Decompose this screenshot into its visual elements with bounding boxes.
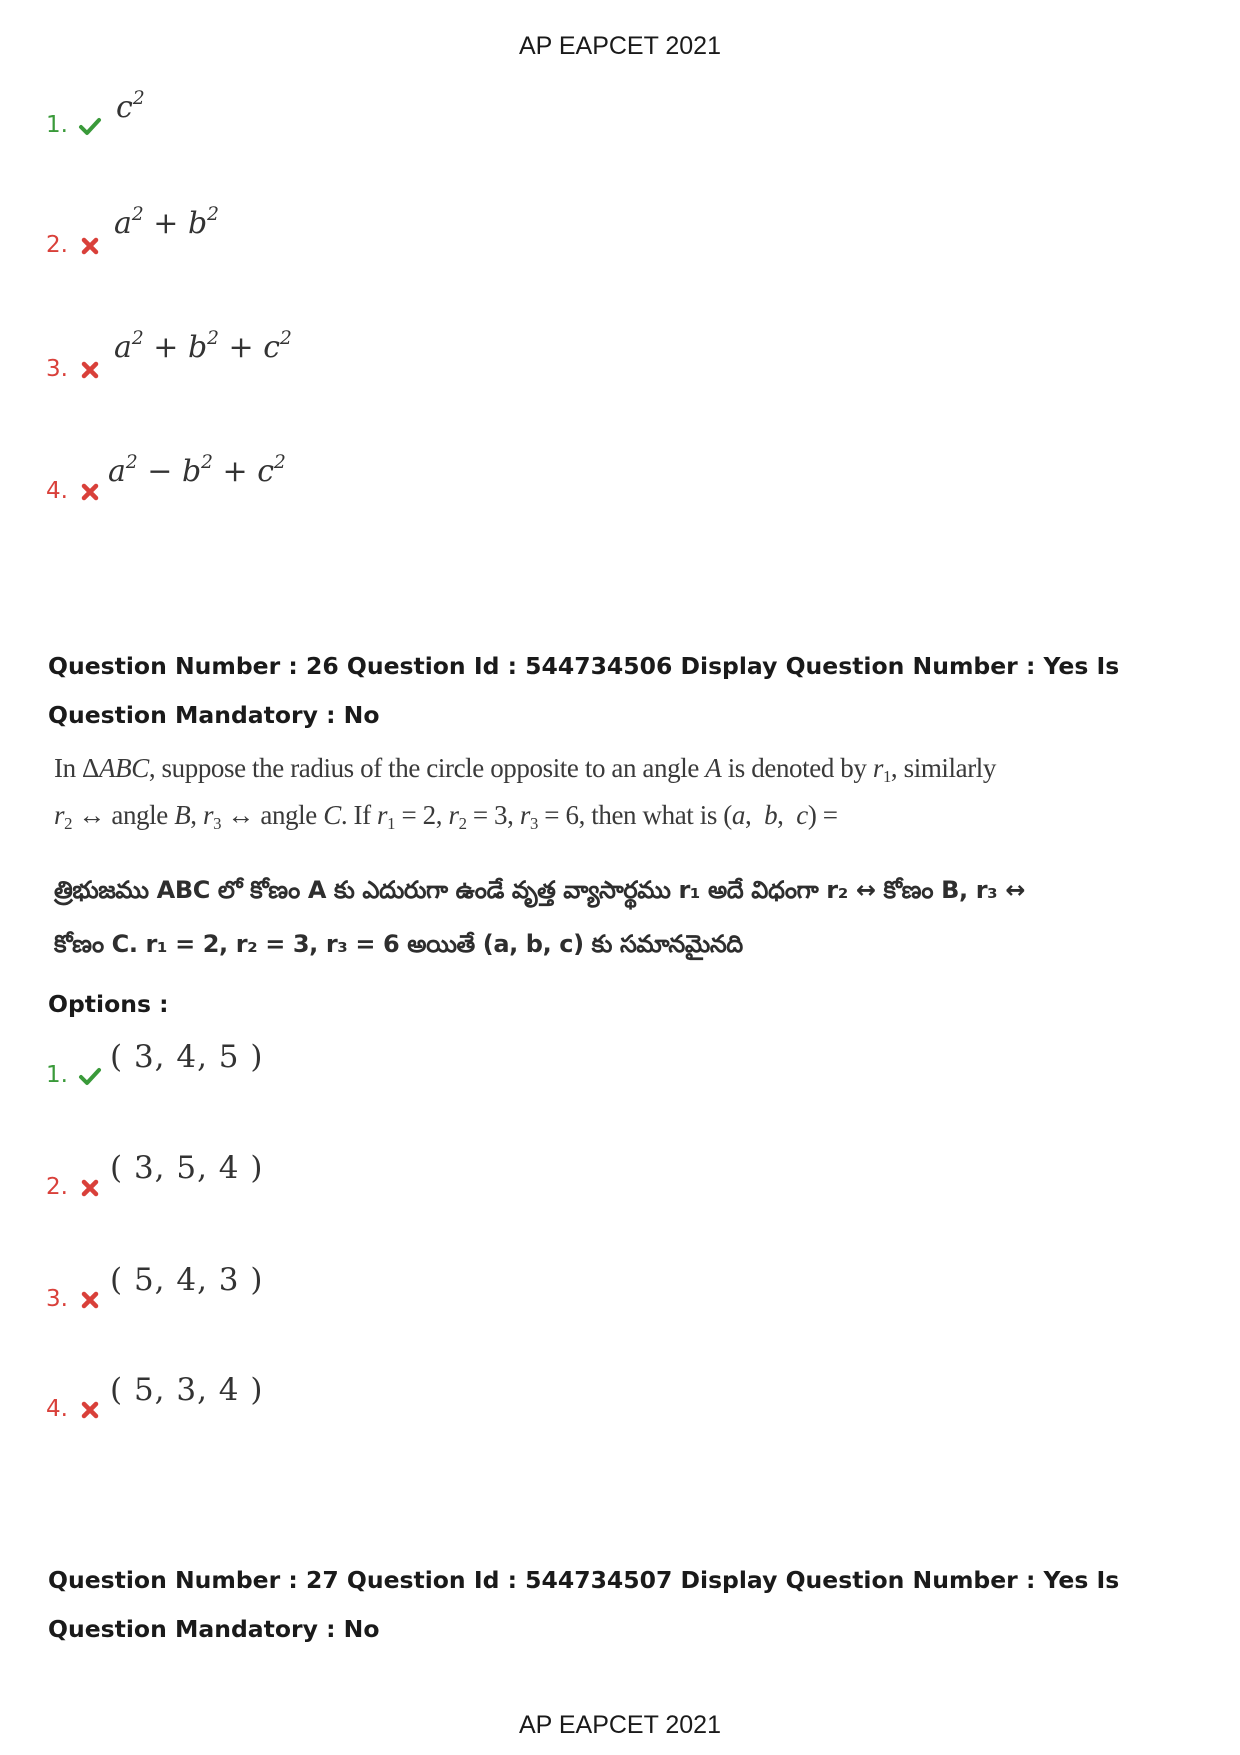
option-math: ( 5, 3, 4 ) — [110, 1372, 264, 1408]
cross-icon — [78, 234, 102, 258]
page-footer: AP EAPCET 2021 — [519, 1711, 721, 1739]
option-number: 4. — [46, 1396, 68, 1422]
check-icon — [78, 1064, 102, 1088]
question-26-header: Question Number : 26 Question Id : 544734506 Display Question Number : Yes Is Question Mandatory : No — [48, 652, 1120, 729]
option-number: 4. — [46, 478, 68, 504]
question-27-header: Question Number : 27 Question Id : 544734507 Display Question Number : Yes Is Question Mandatory : No — [48, 1566, 1120, 1643]
cross-icon — [78, 480, 102, 504]
question-26-english-line-1: In ΔABC, suppose the radius of the circle opposite to an angle A is denoted by $r_1$, similarly — [54, 753, 997, 787]
option-math: $a^2 + b^2$ — [114, 203, 219, 241]
option-number: 1. — [46, 112, 68, 138]
question-26-telugu-line-2: కోణం C. r₁ = 2, r₂ = 3, r₃ = 6 అయితే (a, b, c) కు సమానమైనది — [54, 930, 743, 958]
option-number: 3. — [46, 356, 68, 382]
option-math: $c^2$ — [116, 87, 145, 125]
options-label: Options : — [48, 990, 169, 1018]
check-icon — [78, 114, 102, 138]
question-26-english-line-2: $r_2$ ↔ angle B, $r_3$ ↔ angle C. If $r_1 = 2$, $r_2 = 3$, $r_3 = 6$, then what is (a, b, c) = — [54, 800, 838, 834]
cross-icon — [78, 358, 102, 382]
option-number: 2. — [46, 1174, 68, 1200]
option-number: 1. — [46, 1062, 68, 1088]
option-number: 3. — [46, 1286, 68, 1312]
cross-icon — [78, 1288, 102, 1312]
cross-icon — [78, 1398, 102, 1422]
cross-icon — [78, 1176, 102, 1200]
question-26-telugu-line-1: త్రిభుజము ABC లో కోణం A కు ఎదురుగా ఉండే వృత్త వ్యాసార్థము r₁ అదే విధంగా r₂ ↔ కోణం B, r₃ ↔ — [54, 876, 1025, 904]
option-math: $a^2 - b^2 + c^2$ — [108, 451, 286, 489]
option-math: ( 3, 5, 4 ) — [110, 1150, 264, 1186]
option-number: 2. — [46, 232, 68, 258]
page-header: AP EAPCET 2021 — [519, 32, 721, 60]
option-math: ( 5, 4, 3 ) — [110, 1262, 264, 1298]
option-math: $a^2 + b^2 + c^2$ — [114, 327, 292, 365]
option-math: ( 3, 4, 5 ) — [110, 1039, 264, 1075]
